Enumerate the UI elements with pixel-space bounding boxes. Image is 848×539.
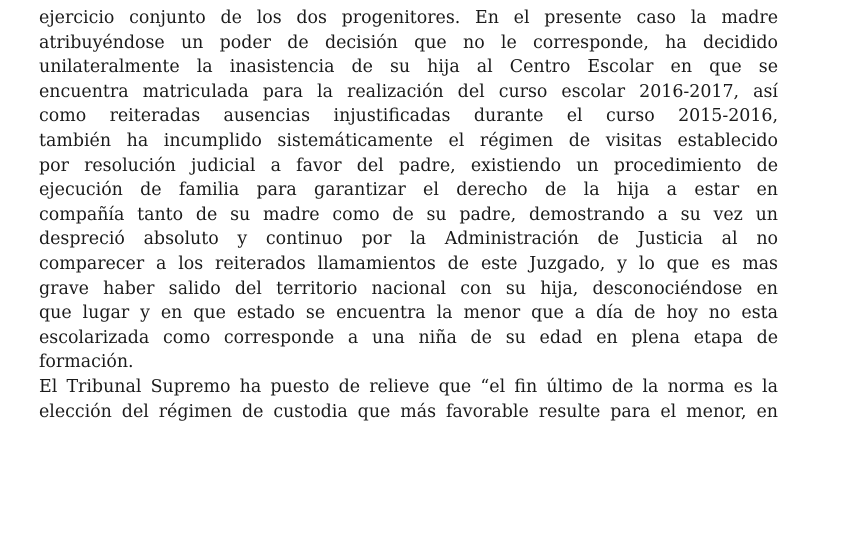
- text-line: escolarizada como corresponde a una niña de su edad en plena etapa de: [39, 327, 778, 348]
- text-line: ejercicio conjunto de los dos progenitores. En el presente caso la madre: [39, 8, 778, 28]
- text-line: El Tribunal Supremo ha puesto de relieve que “el fin último de la norma es la: [39, 376, 778, 397]
- text-line: ejecución de familia para garantizar el derecho de la hija a estar en: [39, 180, 778, 201]
- text-line: comparecer a los reiterados llamamientos de este Juzgado, y lo que es mas: [39, 253, 778, 274]
- text-line: como reiteradas ausencias injustificadas durante el curso 2015-2016,: [39, 106, 778, 127]
- paragraph-2: [39, 375, 778, 424]
- text-line: también ha incumplido sistemáticamente el régimen de visitas establecido: [39, 130, 778, 151]
- text-line: compañía tanto de su madre como de su padre, demostrando a su vez un: [39, 204, 778, 225]
- text-line: elección del régimen de custodia que más favorable resulte para el menor, en: [39, 401, 778, 422]
- text-line: por resolución judicial a favor del padre, existiendo un procedimiento de: [39, 155, 778, 176]
- text-line: grave haber salido del territorio nacional con su hija, desconociéndose en: [39, 278, 778, 299]
- text-line: que lugar y en que estado se encuentra la menor que a día de hoy no esta: [39, 303, 778, 324]
- text-line: encuentra matriculada para la realización del curso escolar 2016-2017, así: [39, 81, 778, 102]
- text-line: despreció absoluto y continuo por la Administración de Justicia al no: [39, 229, 778, 250]
- text-line: unilateralmente la inasistencia de su hija al Centro Escolar en que se: [39, 57, 778, 78]
- document-body: [39, 6, 778, 424]
- text-line: formación.: [39, 352, 134, 373]
- text-line: atribuyéndose un poder de decisión que no le corresponde, ha decidido: [39, 32, 778, 53]
- paragraph-1: [39, 6, 778, 375]
